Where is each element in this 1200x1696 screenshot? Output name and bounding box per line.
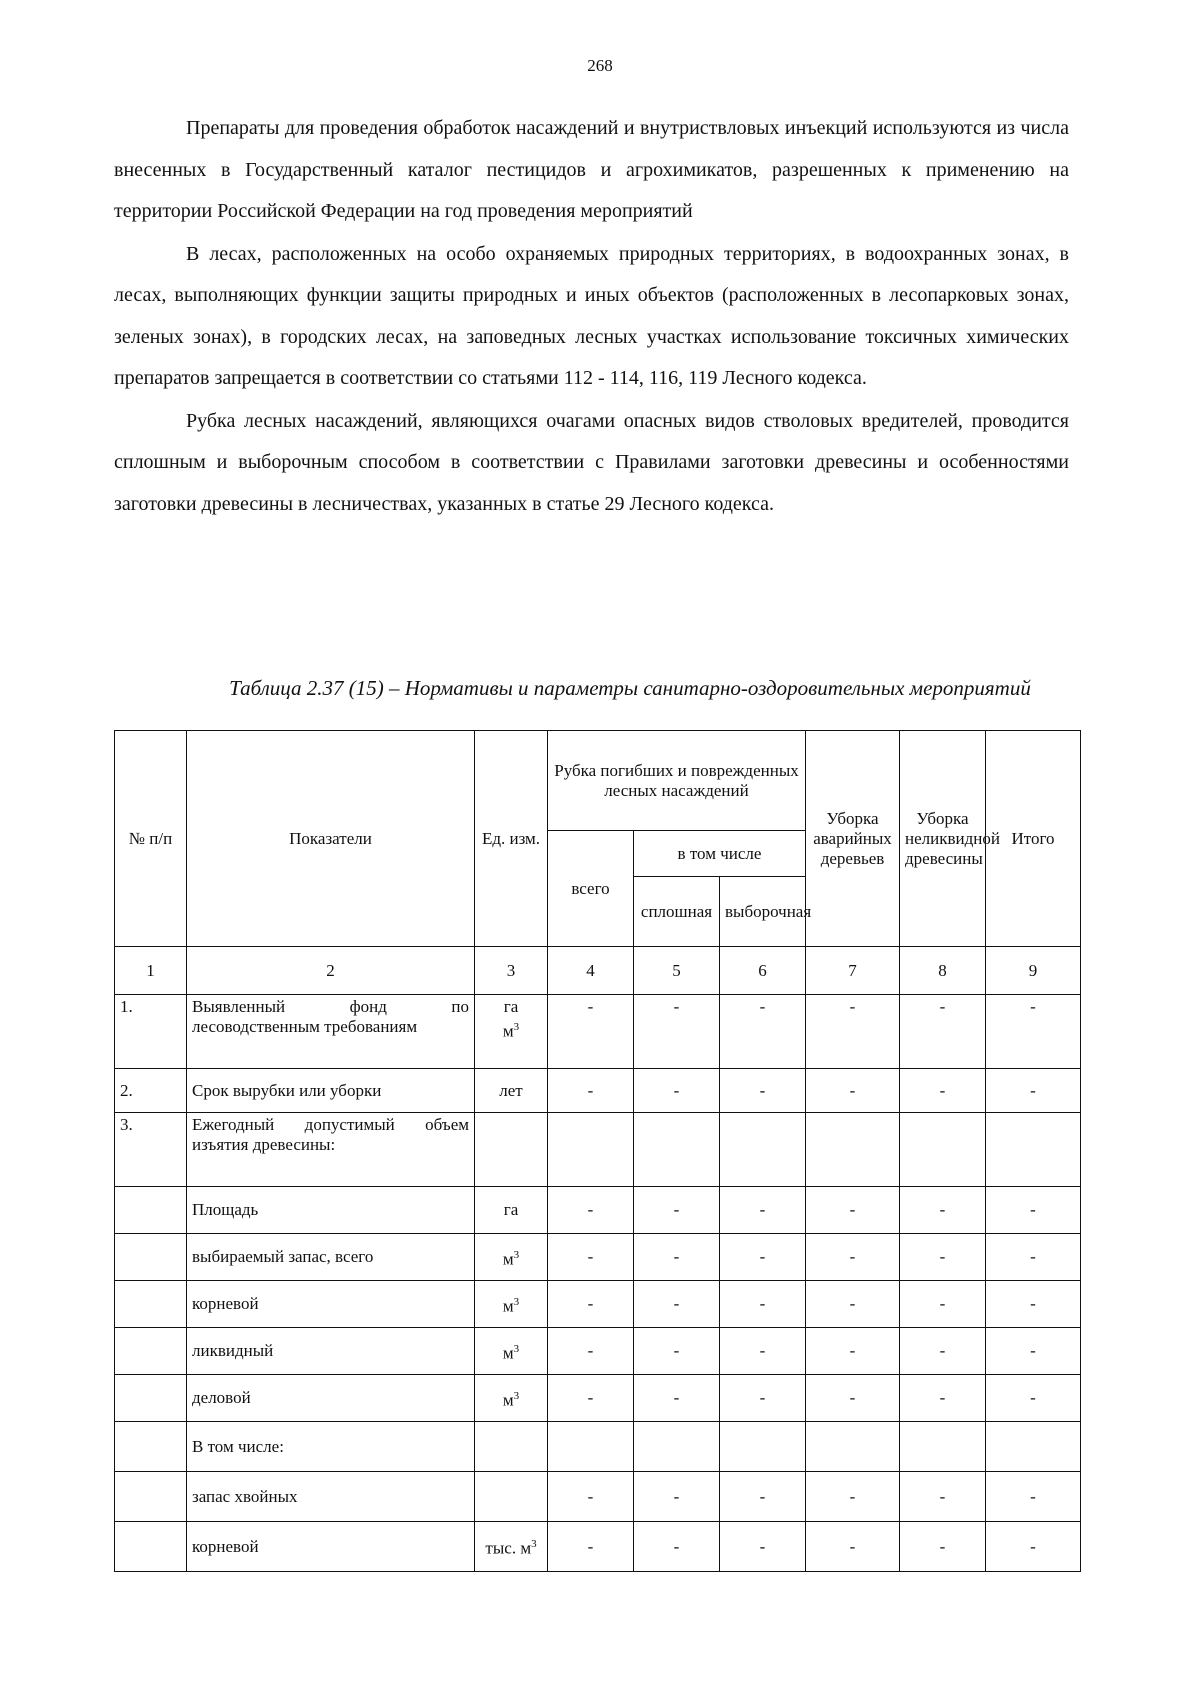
table-row — [115, 995, 1081, 1069]
value-cell: - — [634, 1328, 720, 1375]
row-unit — [475, 1472, 548, 1522]
row-num — [115, 1422, 187, 1472]
unit-superscript: 3 — [513, 1021, 520, 1033]
row-label: запас хвойных — [187, 1472, 475, 1522]
value-cell: - — [548, 1328, 634, 1375]
unit-text: м — [502, 1343, 514, 1363]
value-cell: - — [634, 1281, 720, 1328]
value-cell: - — [986, 1472, 1081, 1522]
row-unit — [475, 1422, 548, 1472]
row-num — [115, 1375, 187, 1422]
header-num: № п/п — [115, 731, 187, 947]
value-cell: - — [806, 1472, 900, 1522]
row-label: выбираемый запас, всего — [187, 1234, 475, 1281]
value-cell: - — [900, 1187, 986, 1234]
table-row — [115, 1422, 1081, 1472]
header-total: всего — [548, 831, 634, 947]
header-illiquid: Уборка неликвидной древесины — [900, 731, 986, 947]
unit-superscript: 3 — [513, 1248, 520, 1261]
value-cell: - — [548, 995, 634, 1069]
row-unit — [475, 1234, 548, 1281]
value-cell: - — [720, 1234, 806, 1281]
table-row — [115, 1472, 1081, 1522]
unit-text: м — [502, 1249, 514, 1269]
unit-superscript: 3 — [513, 1295, 520, 1308]
value-cell: - — [548, 1472, 634, 1522]
header-result: Итого — [986, 731, 1081, 947]
row-num: 3. — [115, 1113, 187, 1187]
row-unit — [475, 995, 548, 1069]
column-number: 9 — [986, 947, 1081, 995]
value-cell: - — [720, 1472, 806, 1522]
value-cell: - — [634, 1187, 720, 1234]
row-num: 2. — [115, 1069, 187, 1113]
value-cell: - — [634, 995, 720, 1069]
value-cell: - — [900, 1472, 986, 1522]
row-unit — [475, 1375, 548, 1422]
value-cell: - — [806, 1328, 900, 1375]
row-num — [115, 1234, 187, 1281]
value-cell: - — [806, 995, 900, 1069]
value-cell — [806, 1422, 900, 1472]
value-cell: - — [986, 1234, 1081, 1281]
paragraph: В лесах, расположенных на особо охраняемых природных территориях, в водоохранных зонах, в лесах, выполняющих функции защиты природных и иных объектов (расположенных в лесопарковых зонах, зеленых зонах), в городских лесах, на заповедных лесных участках использование токсичных химических препаратов запрещается в соответствии со статьями 112 - 114, 116, 119 Лесного кодекса. — [114, 242, 1069, 389]
row-unit: га — [475, 1187, 548, 1234]
value-cell: - — [986, 1281, 1081, 1328]
value-cell — [548, 1113, 634, 1187]
value-cell: - — [806, 1234, 900, 1281]
value-cell: - — [548, 1234, 634, 1281]
value-cell: - — [548, 1375, 634, 1422]
row-num — [115, 1522, 187, 1572]
row-label: деловой — [187, 1375, 475, 1422]
value-cell — [986, 1422, 1081, 1472]
value-cell: - — [900, 995, 986, 1069]
row-label: Выявленный фонд по лесоводственным требованиям — [187, 995, 475, 1069]
value-cell — [986, 1113, 1081, 1187]
value-cell — [548, 1422, 634, 1472]
value-cell: - — [548, 1281, 634, 1328]
paragraph: Рубка лесных насаждений, являющихся очагами опасных видов стволовых вредителей, проводится сплошным и выборочным способом в соответствии с Правилами заготовки древесины и особенностями заготовки древесины в лесничествах, указанных в статье 29 Лесного кодекса. — [114, 409, 1069, 515]
value-cell: - — [986, 1328, 1081, 1375]
value-cell: - — [986, 995, 1081, 1069]
header-emergency: Уборка аварийных деревьев — [806, 731, 900, 947]
row-unit — [475, 1113, 548, 1187]
row-unit — [475, 1328, 548, 1375]
value-cell — [634, 1113, 720, 1187]
value-cell: - — [986, 1522, 1081, 1572]
column-number: 7 — [806, 947, 900, 995]
header-unit: Ед. изм. — [475, 731, 548, 947]
unit-text: тыс. м — [485, 1538, 532, 1558]
row-unit — [475, 1281, 548, 1328]
table-row — [115, 1113, 1081, 1187]
value-cell — [806, 1113, 900, 1187]
row-unit: лет — [475, 1069, 548, 1113]
column-number: 6 — [720, 947, 806, 995]
value-cell — [634, 1422, 720, 1472]
value-cell: - — [548, 1522, 634, 1572]
row-num — [115, 1187, 187, 1234]
unit-text: м — [502, 1021, 514, 1041]
table-row — [115, 1234, 1081, 1281]
table-caption: Таблица 2.37 (15) – Нормативы и параметры санитарно-оздоровительных мероприятий — [229, 676, 1031, 700]
table-row — [115, 1281, 1081, 1328]
value-cell: - — [634, 1522, 720, 1572]
row-label: корневой — [187, 1522, 475, 1572]
value-cell: - — [634, 1375, 720, 1422]
header-felling-group: Рубка погибших и поврежденных лесных насаждений — [548, 731, 806, 831]
column-numbers-row — [115, 947, 1081, 995]
unit-superscript: 3 — [513, 1342, 520, 1355]
value-cell — [900, 1113, 986, 1187]
unit-text: м — [502, 1296, 514, 1316]
column-number: 3 — [475, 947, 548, 995]
row-num: 1. — [115, 995, 187, 1069]
value-cell: - — [900, 1234, 986, 1281]
value-cell: - — [720, 1281, 806, 1328]
table-row — [115, 1522, 1081, 1572]
unit-superscript: 3 — [531, 1538, 537, 1551]
value-cell: - — [900, 1522, 986, 1572]
value-cell — [720, 1113, 806, 1187]
value-cell: - — [720, 1069, 806, 1113]
column-number: 1 — [115, 947, 187, 995]
column-number: 2 — [187, 947, 475, 995]
header-clear: сплошная — [634, 877, 720, 947]
value-cell — [720, 1422, 806, 1472]
row-unit — [475, 1522, 548, 1572]
row-label: В том числе: — [187, 1422, 475, 1472]
table-row — [115, 1187, 1081, 1234]
value-cell: - — [806, 1522, 900, 1572]
value-cell: - — [900, 1375, 986, 1422]
paragraph: Препараты для проведения обработок насаждений и внутриствловых инъекций используются из числа внесенных в Государственный каталог пестицидов и агрохимикатов, разрешенных к применению на территории Российской Федерации на год проведения мероприятий — [114, 117, 1069, 222]
sanitary-measures-table — [114, 730, 1081, 1572]
row-label: корневой — [187, 1281, 475, 1328]
table-row — [115, 1328, 1081, 1375]
row-num — [115, 1472, 187, 1522]
row-num — [115, 1281, 187, 1328]
header-indicators: Показатели — [187, 731, 475, 947]
value-cell: - — [900, 1328, 986, 1375]
value-cell — [900, 1422, 986, 1472]
unit-text: га — [503, 997, 519, 1016]
value-cell: - — [548, 1069, 634, 1113]
column-number: 8 — [900, 947, 986, 995]
row-label: Ежегодный допустимый объем изъятия древесины: — [187, 1113, 475, 1187]
value-cell: - — [986, 1069, 1081, 1113]
value-cell: - — [634, 1069, 720, 1113]
header-including: в том числе — [634, 831, 806, 877]
row-num — [115, 1328, 187, 1375]
row-label: Площадь — [187, 1187, 475, 1234]
value-cell: - — [720, 1522, 806, 1572]
header-selective: выборочная — [720, 877, 806, 947]
row-label: Срок вырубки или уборки — [187, 1069, 475, 1113]
value-cell: - — [634, 1234, 720, 1281]
column-number: 4 — [548, 947, 634, 995]
value-cell: - — [986, 1375, 1081, 1422]
unit-superscript: 3 — [513, 1389, 520, 1402]
value-cell: - — [986, 1187, 1081, 1234]
table-row — [115, 1069, 1081, 1113]
row-label: ликвидный — [187, 1328, 475, 1375]
value-cell: - — [720, 1375, 806, 1422]
value-cell: - — [634, 1472, 720, 1522]
value-cell: - — [806, 1187, 900, 1234]
value-cell: - — [806, 1281, 900, 1328]
value-cell: - — [806, 1375, 900, 1422]
value-cell: - — [720, 1328, 806, 1375]
value-cell: - — [548, 1187, 634, 1234]
body-text — [114, 108, 1069, 526]
value-cell: - — [806, 1069, 900, 1113]
column-number: 5 — [634, 947, 720, 995]
value-cell: - — [720, 995, 806, 1069]
unit-text: м — [502, 1390, 514, 1410]
value-cell: - — [900, 1281, 986, 1328]
table-row — [115, 1375, 1081, 1422]
value-cell: - — [900, 1069, 986, 1113]
page-number: 268 — [587, 56, 613, 75]
value-cell: - — [720, 1187, 806, 1234]
